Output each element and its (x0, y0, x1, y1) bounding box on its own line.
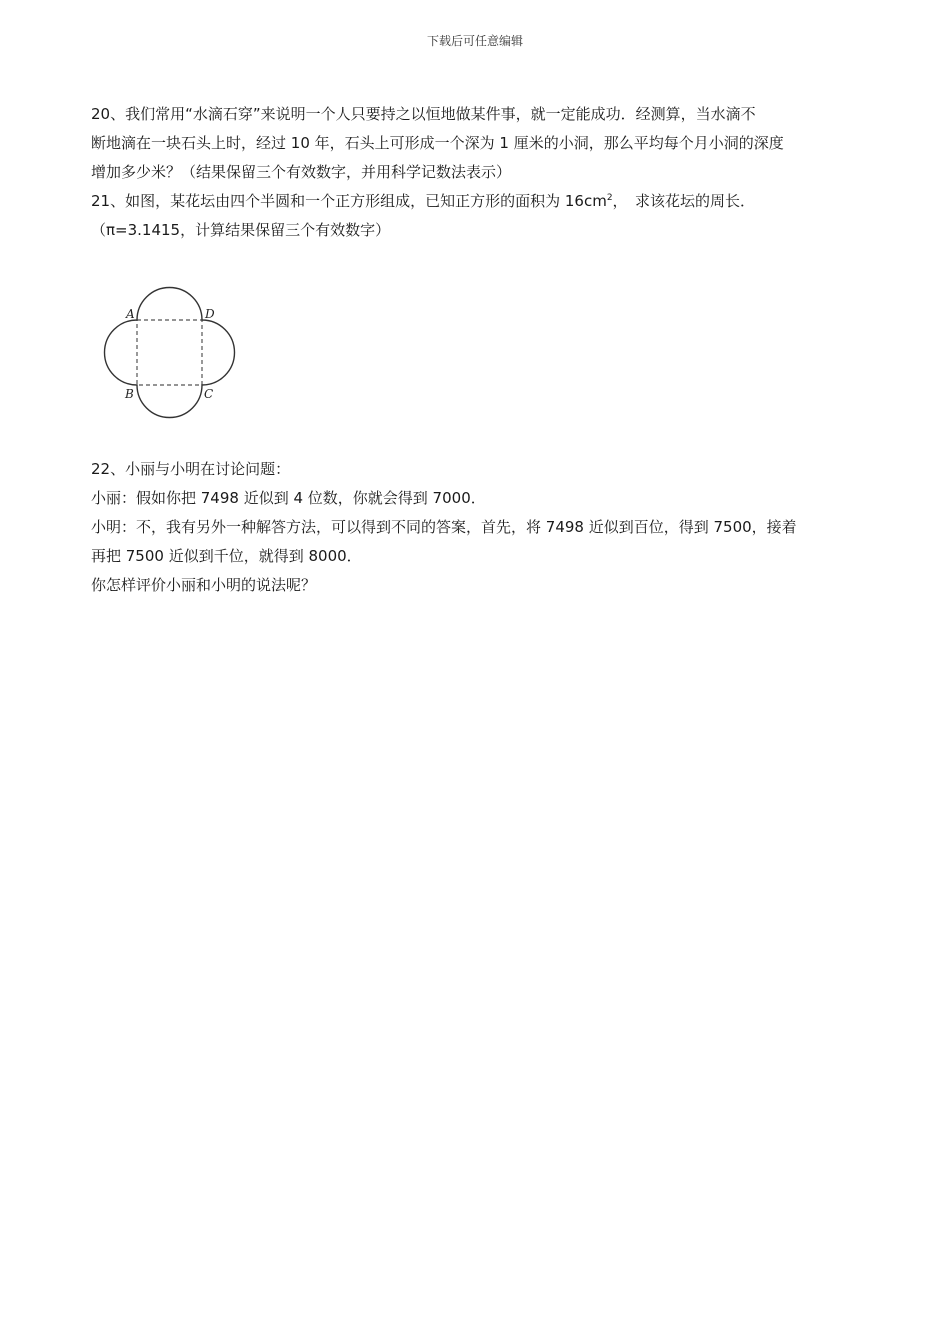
question-21 (91, 187, 861, 425)
semicircle-outline (105, 288, 235, 418)
q20-line-3: 增加多少米？（结果保留三个有效数字，并用科学记数法表示） (91, 163, 512, 181)
q20-line-2: 断地滴在一块石头上时，经过 10 年，石头上可形成一个深为 1 厘米的小洞，那么平均每个月小洞的深度 (91, 134, 784, 152)
question-22 (91, 455, 861, 600)
q22-line-4: 再把 7500 近似到千位，就得到 8000． (91, 547, 362, 565)
q22-line-1: 22、小丽与小明在讨论问题： (91, 460, 291, 478)
q20-line-1: 20、我们常用“水滴石穿”来说明一个人只要持之以恒地做某件事，就一定能成功．经测算，当水滴不 (91, 105, 756, 123)
q21-line-2: （π=3.1415，计算结果保留三个有效数字） (91, 221, 391, 239)
label-c: C (204, 387, 214, 401)
q21-line-1-tail: ， 求该花坛的周长． (612, 192, 756, 210)
label-b: B (125, 387, 134, 401)
q21-line-1-text: 21、如图，某花坛由四个半圆和一个正方形组成，已知正方形的面积为 16cm (91, 192, 607, 210)
label-a: A (126, 307, 135, 321)
page-header: 下载后可任意编辑 (426, 34, 523, 48)
flowerbed-diagram (91, 285, 241, 425)
q22-line-3: 小明：不，我有另外一种解答方法，可以得到不同的答案，首先，将 7498 近似到百位，得到 7500，接着 (91, 518, 797, 536)
dashed-square (137, 320, 202, 385)
document-body (91, 100, 861, 600)
q22-line-2: 小丽：假如你把 7498 近似到 4 位数，你就会得到 7000． (91, 489, 486, 507)
question-20 (91, 100, 861, 187)
q21-superscript: 2 (606, 193, 613, 203)
q22-line-5: 你怎样评价小丽和小明的说法呢？ (91, 576, 317, 594)
flowerbed-figure (91, 285, 241, 425)
q21-line-1 (91, 187, 861, 216)
label-d: D (205, 307, 215, 321)
